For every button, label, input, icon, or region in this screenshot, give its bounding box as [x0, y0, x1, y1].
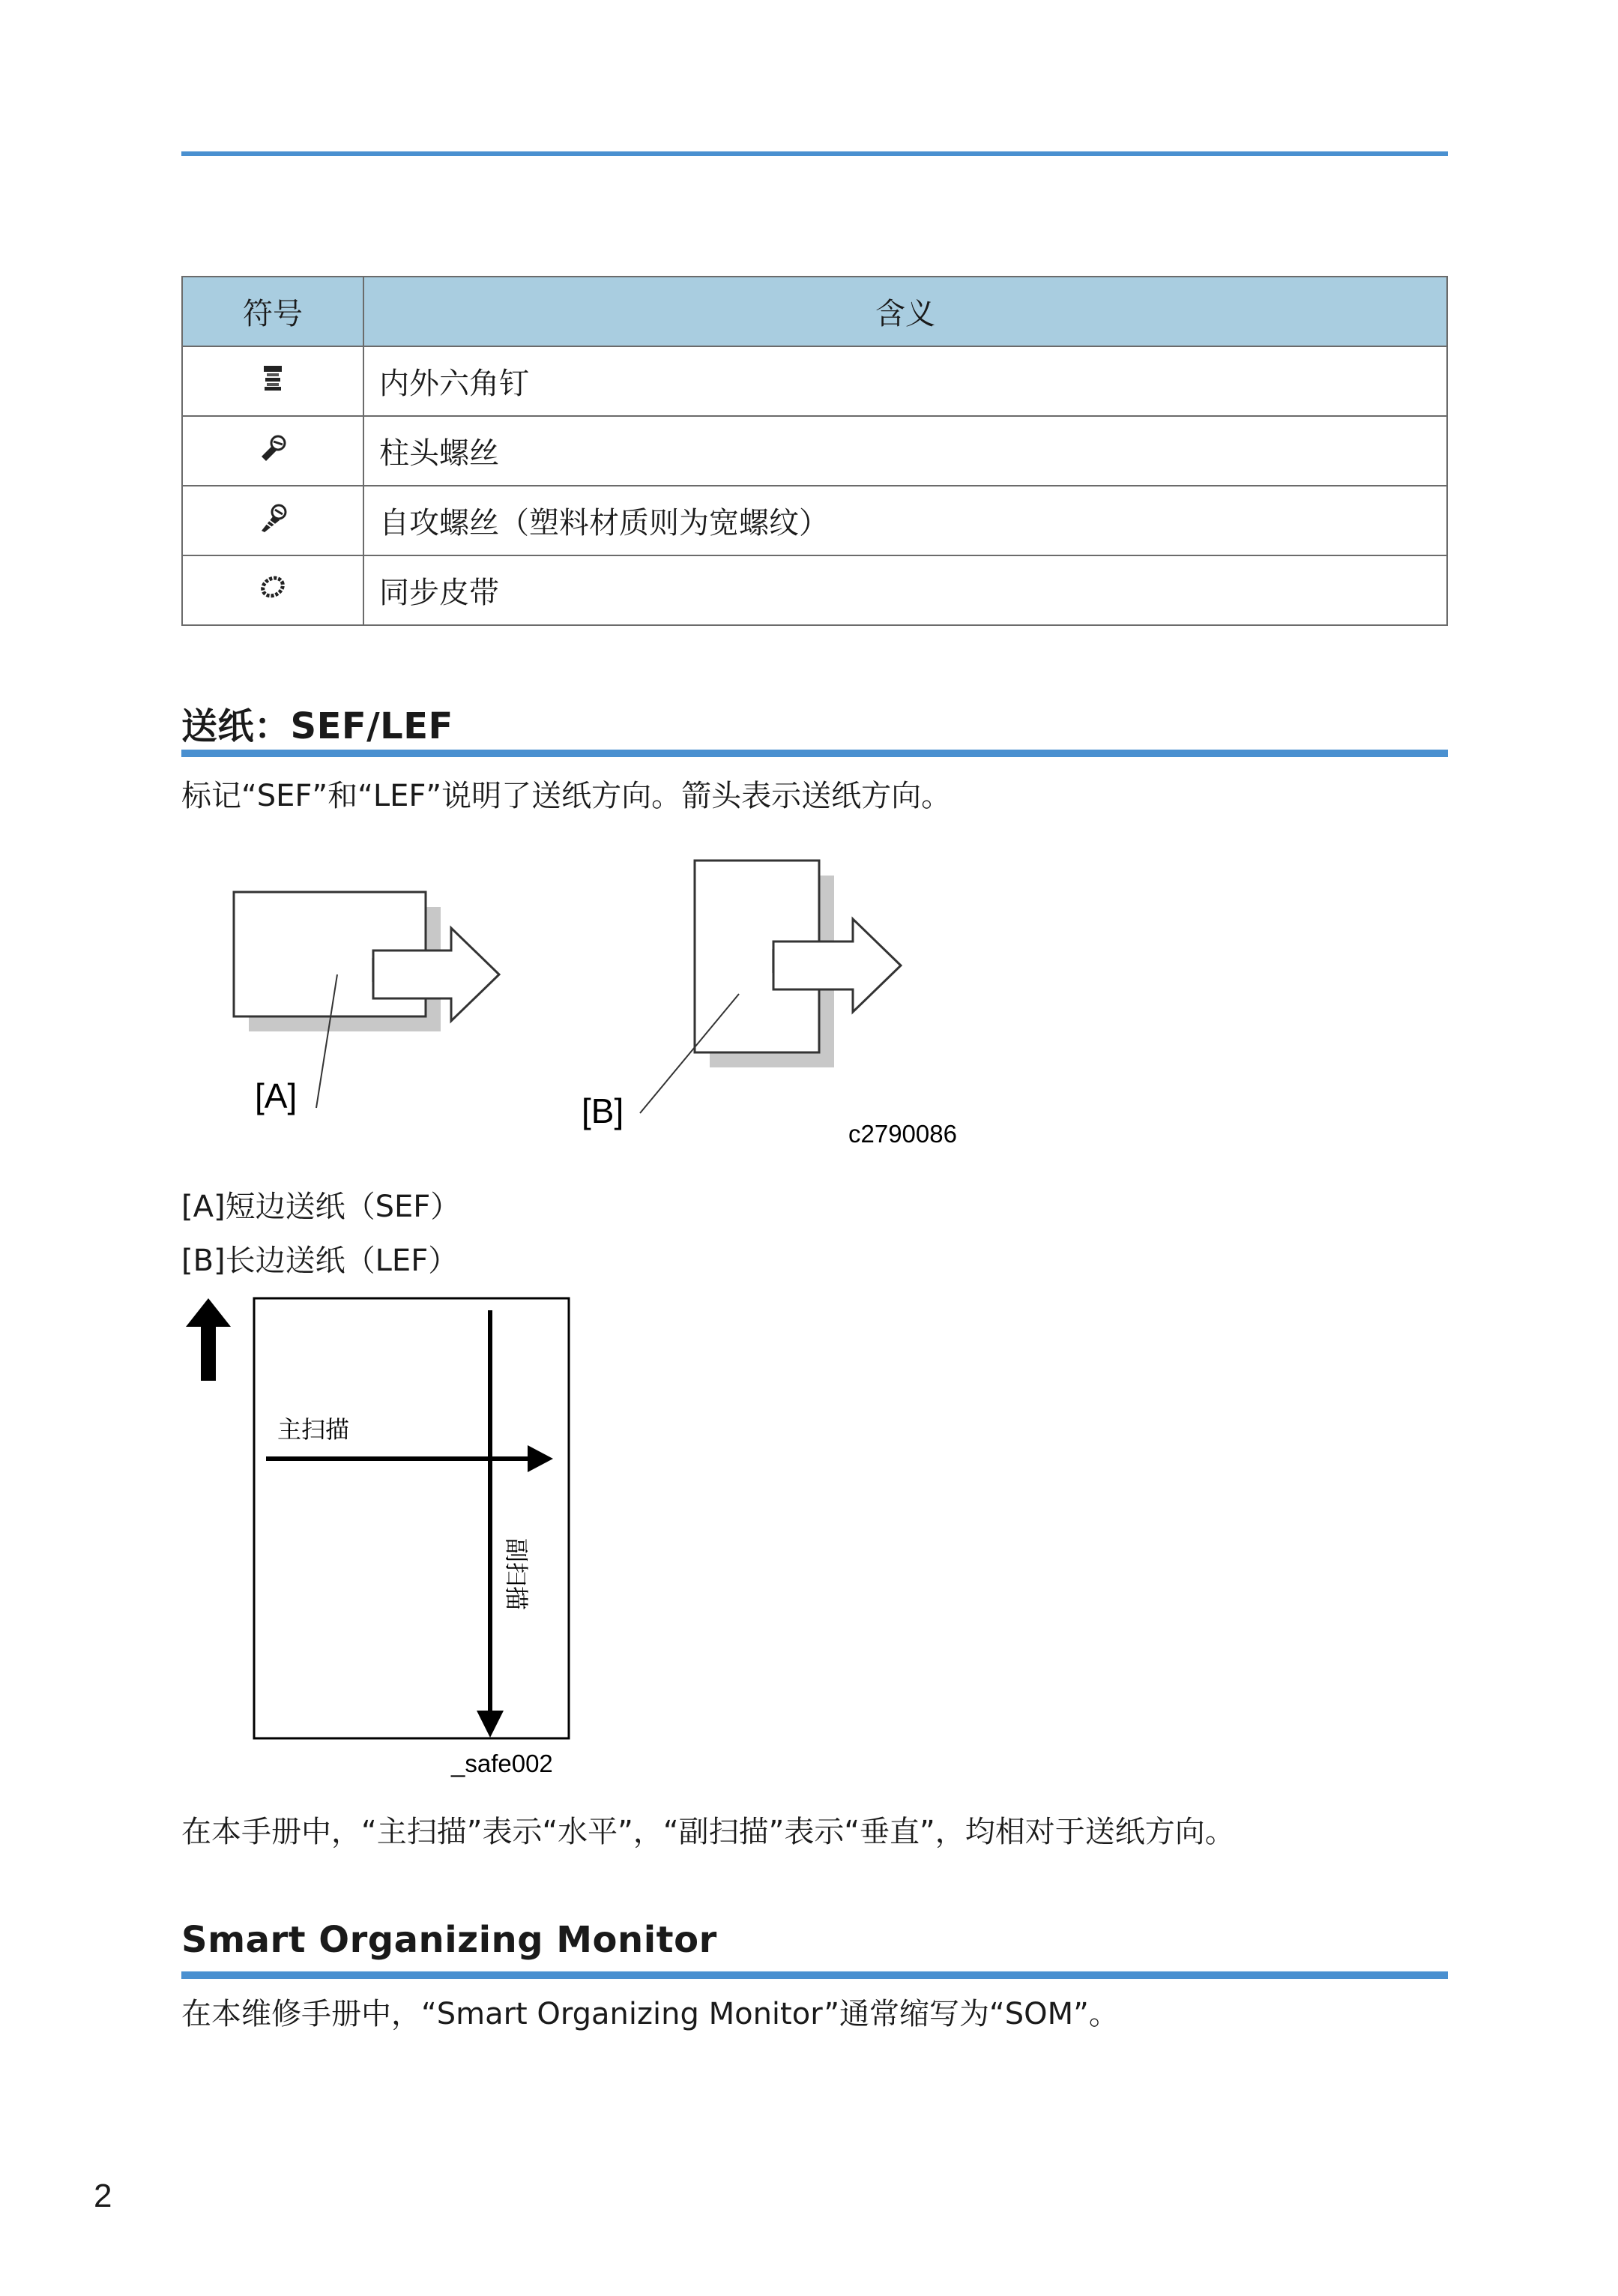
figure-label-b: [B]: [582, 1091, 624, 1130]
symbol-table: [181, 276, 1448, 626]
section-rule-feed: [181, 750, 1448, 757]
table-cell-meaning: 内外六角钉: [363, 346, 1447, 416]
main-scan-label: 主扫描: [277, 1415, 350, 1444]
section-rule-som: [181, 1971, 1448, 1979]
legend-b: [B]长边送纸（LEF）: [181, 1244, 459, 1278]
feed-description: 标记“SEF”和“LEF”说明了送纸方向。箭头表示送纸方向。: [181, 779, 952, 813]
section-title-som: Smart Organizing Monitor: [181, 1919, 717, 1961]
figure-code-sef-lef: c2790086: [848, 1120, 957, 1148]
sef-diagram: [234, 892, 499, 1108]
scan-paper: [254, 1298, 569, 1738]
table-row: [182, 555, 1447, 625]
table-cell-meaning: 柱头螺丝: [363, 416, 1447, 486]
header-rule: [181, 151, 1448, 156]
column-header-meaning: 含义: [363, 277, 1447, 346]
lef-diagram: [640, 861, 901, 1113]
sef-lef-figure: [181, 855, 1006, 1169]
table-cell-meaning: 同步皮带: [363, 555, 1447, 625]
page-number: 2: [94, 2178, 112, 2214]
tapping-screw-icon: [259, 502, 287, 532]
scan-direction-figure: [181, 1297, 601, 1784]
figure-code-scan: _safe002: [451, 1750, 553, 1777]
legend-a: [A]短边送纸（SEF）: [181, 1190, 461, 1224]
table-header-row: [182, 277, 1447, 346]
scan-note: 在本手册中，“主扫描”表示“水平”，“副扫描”表示“垂直”，均相对于送纸方向。: [181, 1815, 1235, 1849]
som-description: 在本维修手册中，“Smart Organizing Monitor”通常缩写为“SOM”。: [181, 1997, 1119, 2031]
figure-label-a: [A]: [255, 1076, 298, 1115]
sub-scan-label: 副扫描: [502, 1538, 531, 1611]
table-row: [182, 486, 1447, 555]
hex-socket-screw-icon: [262, 364, 284, 391]
table-cell-meaning: 自攻螺丝（塑料材质则为宽螺纹）: [363, 486, 1447, 555]
stud-screw-icon: [259, 434, 287, 461]
feed-up-arrow-icon: [186, 1298, 231, 1381]
section-title-feed: 送纸：SEF/LEF: [181, 705, 453, 747]
table-row: [182, 416, 1447, 486]
timing-belt-icon: [259, 573, 286, 600]
column-header-symbol: 符号: [182, 277, 363, 346]
table-row: [182, 346, 1447, 416]
